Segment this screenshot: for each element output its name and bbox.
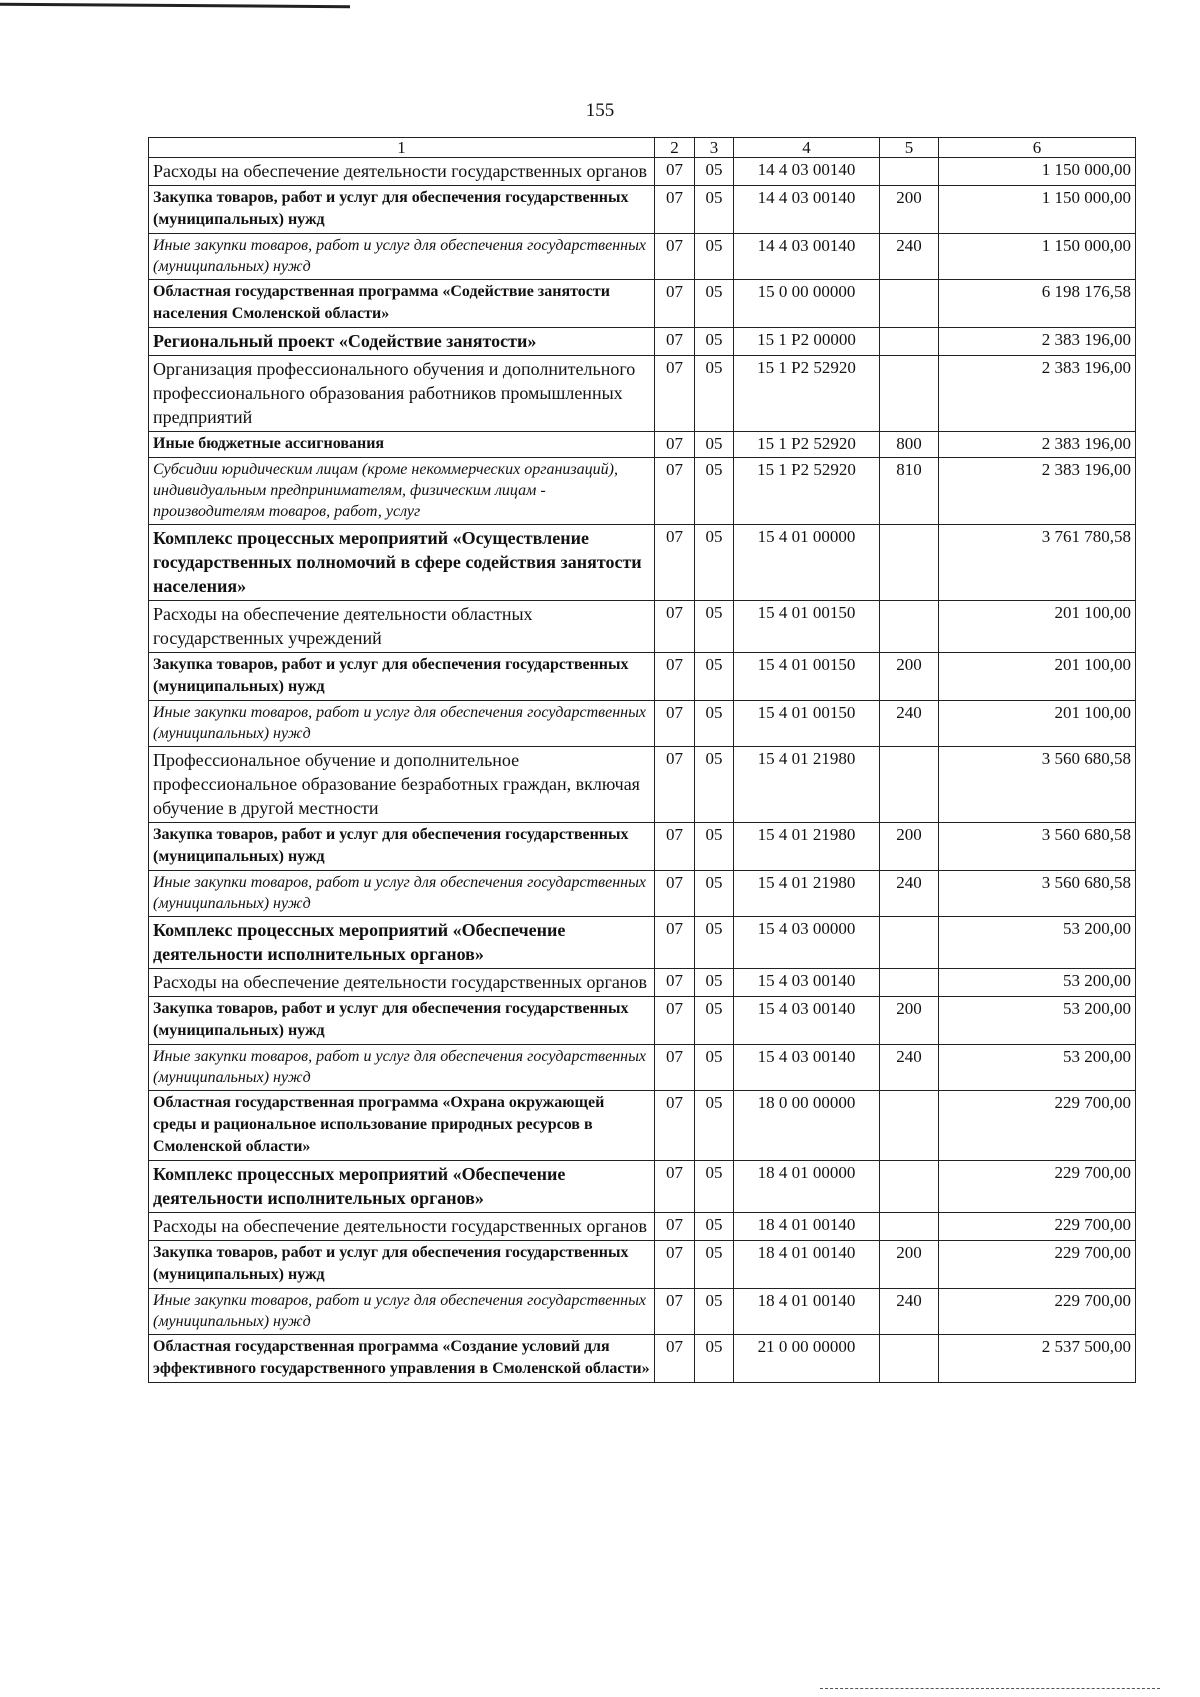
target-article-code-cell: 15 4 01 21980: [734, 871, 880, 917]
section-code-cell: 07: [655, 1045, 695, 1091]
subsection-code-cell: 05: [695, 997, 734, 1045]
target-article-code-cell: 15 4 01 00150: [734, 653, 880, 701]
subsection-code-cell: 05: [695, 525, 734, 601]
table-row: [149, 997, 1136, 1045]
subsection-code-cell: 05: [695, 747, 734, 823]
expense-kind-code-cell: 800: [880, 432, 939, 458]
expense-kind-code-cell: [880, 1091, 939, 1161]
table-row: [149, 1045, 1136, 1091]
subsection-code-cell: 05: [695, 1091, 734, 1161]
amount-cell: 53 200,00: [939, 1045, 1136, 1091]
table-row: [149, 328, 1136, 356]
amount-cell: 3 560 680,58: [939, 747, 1136, 823]
expense-kind-code-cell: 200: [880, 186, 939, 234]
amount-cell: 229 700,00: [939, 1289, 1136, 1335]
amount-cell: 3 560 680,58: [939, 823, 1136, 871]
section-code-cell: 07: [655, 969, 695, 997]
target-article-code-cell: 14 4 03 00140: [734, 234, 880, 280]
item-name-cell: Профессиональное обучение и дополнительное профессиональное образование безработных граждан, включая обучение в другой местности: [149, 747, 655, 823]
target-article-code-cell: 15 1 Р2 00000: [734, 328, 880, 356]
section-code-cell: 07: [655, 823, 695, 871]
amount-cell: 229 700,00: [939, 1161, 1136, 1213]
target-article-code-cell: 14 4 03 00140: [734, 186, 880, 234]
expense-kind-code-cell: 240: [880, 234, 939, 280]
expense-kind-code-cell: 240: [880, 701, 939, 747]
item-name-cell: Расходы на обеспечение деятельности государственных органов: [149, 158, 655, 186]
target-article-code-cell: 15 1 Р2 52920: [734, 432, 880, 458]
subsection-code-cell: 05: [695, 871, 734, 917]
expense-kind-code-cell: 240: [880, 1289, 939, 1335]
target-article-code-cell: 15 4 03 00140: [734, 1045, 880, 1091]
expense-kind-code-cell: [880, 1335, 939, 1383]
section-code-cell: 07: [655, 458, 695, 525]
header-cell: 6: [939, 138, 1136, 158]
table-row: [149, 653, 1136, 701]
subsection-code-cell: 05: [695, 1241, 734, 1289]
table-row: [149, 356, 1136, 432]
item-name-cell: Расходы на обеспечение деятельности государственных органов: [149, 1213, 655, 1241]
subsection-code-cell: 05: [695, 432, 734, 458]
expense-kind-code-cell: [880, 969, 939, 997]
item-name-cell: Комплекс процессных мероприятий «Обеспечение деятельности исполнительных органов»: [149, 1161, 655, 1213]
table-row: [149, 186, 1136, 234]
table-row: [149, 701, 1136, 747]
target-article-code-cell: 14 4 03 00140: [734, 158, 880, 186]
scan-edge-mark: [820, 1688, 1160, 1689]
section-code-cell: 07: [655, 917, 695, 969]
section-code-cell: 07: [655, 701, 695, 747]
header-cell: 4: [734, 138, 880, 158]
item-name-cell: Областная государственная программа «Содействие занятости населения Смоленской области»: [149, 280, 655, 328]
table-row: [149, 1335, 1136, 1383]
target-article-code-cell: 15 1 Р2 52920: [734, 356, 880, 432]
subsection-code-cell: 05: [695, 356, 734, 432]
item-name-cell: Закупка товаров, работ и услуг для обеспечения государственных (муниципальных) нужд: [149, 997, 655, 1045]
expense-kind-code-cell: [880, 917, 939, 969]
item-name-cell: Областная государственная программа «Создание условий для эффективного государственного управления в Смоленской области»: [149, 1335, 655, 1383]
subsection-code-cell: 05: [695, 823, 734, 871]
target-article-code-cell: 21 0 00 00000: [734, 1335, 880, 1383]
subsection-code-cell: 05: [695, 328, 734, 356]
subsection-code-cell: 05: [695, 280, 734, 328]
amount-cell: 201 100,00: [939, 701, 1136, 747]
table-row: [149, 601, 1136, 653]
amount-cell: 53 200,00: [939, 917, 1136, 969]
subsection-code-cell: 05: [695, 1213, 734, 1241]
item-name-cell: Иные бюджетные ассигнования: [149, 432, 655, 458]
expense-kind-code-cell: 200: [880, 653, 939, 701]
expense-kind-code-cell: [880, 280, 939, 328]
header-row: [149, 138, 1136, 158]
target-article-code-cell: 15 4 03 00140: [734, 997, 880, 1045]
target-article-code-cell: 18 4 01 00140: [734, 1289, 880, 1335]
section-code-cell: 07: [655, 328, 695, 356]
amount-cell: 53 200,00: [939, 969, 1136, 997]
amount-cell: 201 100,00: [939, 601, 1136, 653]
expense-kind-code-cell: 810: [880, 458, 939, 525]
target-article-code-cell: 15 4 03 00000: [734, 917, 880, 969]
expense-kind-code-cell: [880, 525, 939, 601]
subsection-code-cell: 05: [695, 234, 734, 280]
subsection-code-cell: 05: [695, 458, 734, 525]
table-row: [149, 917, 1136, 969]
scan-edge-mark: [0, 3, 350, 8]
item-name-cell: Закупка товаров, работ и услуг для обеспечения государственных (муниципальных) нужд: [149, 823, 655, 871]
item-name-cell: Областная государственная программа «Охрана окружающей среды и рациональное использование природных ресурсов в Смоленской области»: [149, 1091, 655, 1161]
table-row: [149, 432, 1136, 458]
subsection-code-cell: 05: [695, 653, 734, 701]
item-name-cell: Расходы на обеспечение деятельности областных государственных учреждений: [149, 601, 655, 653]
subsection-code-cell: 05: [695, 1335, 734, 1383]
table-row: [149, 1289, 1136, 1335]
expense-kind-code-cell: 240: [880, 1045, 939, 1091]
target-article-code-cell: 18 4 01 00140: [734, 1213, 880, 1241]
section-code-cell: 07: [655, 1289, 695, 1335]
target-article-code-cell: 15 0 00 00000: [734, 280, 880, 328]
section-code-cell: 07: [655, 871, 695, 917]
table-row: [149, 1091, 1136, 1161]
section-code-cell: 07: [655, 747, 695, 823]
table-row: [149, 458, 1136, 525]
expense-kind-code-cell: [880, 1213, 939, 1241]
section-code-cell: 07: [655, 186, 695, 234]
expense-kind-code-cell: [880, 328, 939, 356]
table-row: [149, 234, 1136, 280]
section-code-cell: 07: [655, 432, 695, 458]
section-code-cell: 07: [655, 280, 695, 328]
expense-kind-code-cell: [880, 1161, 939, 1213]
amount-cell: 3 560 680,58: [939, 871, 1136, 917]
item-name-cell: Закупка товаров, работ и услуг для обеспечения государственных (муниципальных) нужд: [149, 1241, 655, 1289]
section-code-cell: 07: [655, 525, 695, 601]
subsection-code-cell: 05: [695, 1289, 734, 1335]
target-article-code-cell: 15 4 01 00150: [734, 701, 880, 747]
section-code-cell: 07: [655, 1161, 695, 1213]
expense-kind-code-cell: [880, 747, 939, 823]
target-article-code-cell: 15 4 03 00140: [734, 969, 880, 997]
table-row: [149, 823, 1136, 871]
target-article-code-cell: 18 4 01 00140: [734, 1241, 880, 1289]
section-code-cell: 07: [655, 653, 695, 701]
table-row: [149, 969, 1136, 997]
table-row: [149, 747, 1136, 823]
table-row: [149, 1241, 1136, 1289]
expense-kind-code-cell: [880, 601, 939, 653]
item-name-cell: Региональный проект «Содействие занятости»: [149, 328, 655, 356]
expense-kind-code-cell: [880, 356, 939, 432]
header-cell: 5: [880, 138, 939, 158]
expense-kind-code-cell: 200: [880, 997, 939, 1045]
expense-kind-code-cell: 200: [880, 823, 939, 871]
section-code-cell: 07: [655, 356, 695, 432]
subsection-code-cell: 05: [695, 1045, 734, 1091]
page-number: 155: [585, 100, 615, 121]
section-code-cell: 07: [655, 1213, 695, 1241]
header-cell: 2: [655, 138, 695, 158]
subsection-code-cell: 05: [695, 601, 734, 653]
item-name-cell: Расходы на обеспечение деятельности государственных органов: [149, 969, 655, 997]
amount-cell: 2 383 196,00: [939, 458, 1136, 525]
section-code-cell: 07: [655, 234, 695, 280]
item-name-cell: Иные закупки товаров, работ и услуг для обеспечения государственных (муниципальных) нужд: [149, 1045, 655, 1091]
subsection-code-cell: 05: [695, 186, 734, 234]
subsection-code-cell: 05: [695, 701, 734, 747]
item-name-cell: Закупка товаров, работ и услуг для обеспечения государственных (муниципальных) нужд: [149, 653, 655, 701]
section-code-cell: 07: [655, 158, 695, 186]
item-name-cell: Иные закупки товаров, работ и услуг для обеспечения государственных (муниципальных) нужд: [149, 701, 655, 747]
section-code-cell: 07: [655, 1241, 695, 1289]
table-row: [149, 1161, 1136, 1213]
item-name-cell: Иные закупки товаров, работ и услуг для обеспечения государственных (муниципальных) нужд: [149, 1289, 655, 1335]
subsection-code-cell: 05: [695, 917, 734, 969]
section-code-cell: 07: [655, 1091, 695, 1161]
target-article-code-cell: 15 4 01 21980: [734, 747, 880, 823]
target-article-code-cell: 15 4 01 00000: [734, 525, 880, 601]
amount-cell: 229 700,00: [939, 1213, 1136, 1241]
expense-kind-code-cell: 240: [880, 871, 939, 917]
amount-cell: 1 150 000,00: [939, 186, 1136, 234]
amount-cell: 2 383 196,00: [939, 328, 1136, 356]
table-row: [149, 280, 1136, 328]
target-article-code-cell: 15 4 01 00150: [734, 601, 880, 653]
item-name-cell: Комплекс процессных мероприятий «Обеспечение деятельности исполнительных органов»: [149, 917, 655, 969]
amount-cell: 53 200,00: [939, 997, 1136, 1045]
target-article-code-cell: 18 0 00 00000: [734, 1091, 880, 1161]
amount-cell: 229 700,00: [939, 1241, 1136, 1289]
item-name-cell: Иные закупки товаров, работ и услуг для обеспечения государственных (муниципальных) нужд: [149, 234, 655, 280]
header-cell: 1: [149, 138, 655, 158]
amount-cell: 3 761 780,58: [939, 525, 1136, 601]
table-row: [149, 871, 1136, 917]
target-article-code-cell: 15 4 01 21980: [734, 823, 880, 871]
amount-cell: 201 100,00: [939, 653, 1136, 701]
target-article-code-cell: 15 1 Р2 52920: [734, 458, 880, 525]
section-code-cell: 07: [655, 997, 695, 1045]
subsection-code-cell: 05: [695, 1161, 734, 1213]
expense-kind-code-cell: [880, 158, 939, 186]
item-name-cell: Закупка товаров, работ и услуг для обеспечения государственных (муниципальных) нужд: [149, 186, 655, 234]
section-code-cell: 07: [655, 1335, 695, 1383]
item-name-cell: Организация профессионального обучения и дополнительного профессионального образования работников промышленных предприятий: [149, 356, 655, 432]
header-cell: 3: [695, 138, 734, 158]
item-name-cell: Комплекс процессных мероприятий «Осуществление государственных полномочий в сфере содействия занятости населения»: [149, 525, 655, 601]
table-row: [149, 525, 1136, 601]
subsection-code-cell: 05: [695, 158, 734, 186]
amount-cell: 2 537 500,00: [939, 1335, 1136, 1383]
item-name-cell: Иные закупки товаров, работ и услуг для обеспечения государственных (муниципальных) нужд: [149, 871, 655, 917]
budget-table: [148, 137, 1136, 1383]
amount-cell: 1 150 000,00: [939, 234, 1136, 280]
amount-cell: 2 383 196,00: [939, 432, 1136, 458]
table-row: [149, 1213, 1136, 1241]
subsection-code-cell: 05: [695, 969, 734, 997]
amount-cell: 1 150 000,00: [939, 158, 1136, 186]
table-row: [149, 158, 1136, 186]
amount-cell: 229 700,00: [939, 1091, 1136, 1161]
expense-kind-code-cell: 200: [880, 1241, 939, 1289]
section-code-cell: 07: [655, 601, 695, 653]
item-name-cell: Субсидии юридическим лицам (кроме некоммерческих организаций), индивидуальным предпринимателям, физическим лицам - производителям товаров, работ, услуг: [149, 458, 655, 525]
target-article-code-cell: 18 4 01 00000: [734, 1161, 880, 1213]
amount-cell: 2 383 196,00: [939, 356, 1136, 432]
amount-cell: 6 198 176,58: [939, 280, 1136, 328]
